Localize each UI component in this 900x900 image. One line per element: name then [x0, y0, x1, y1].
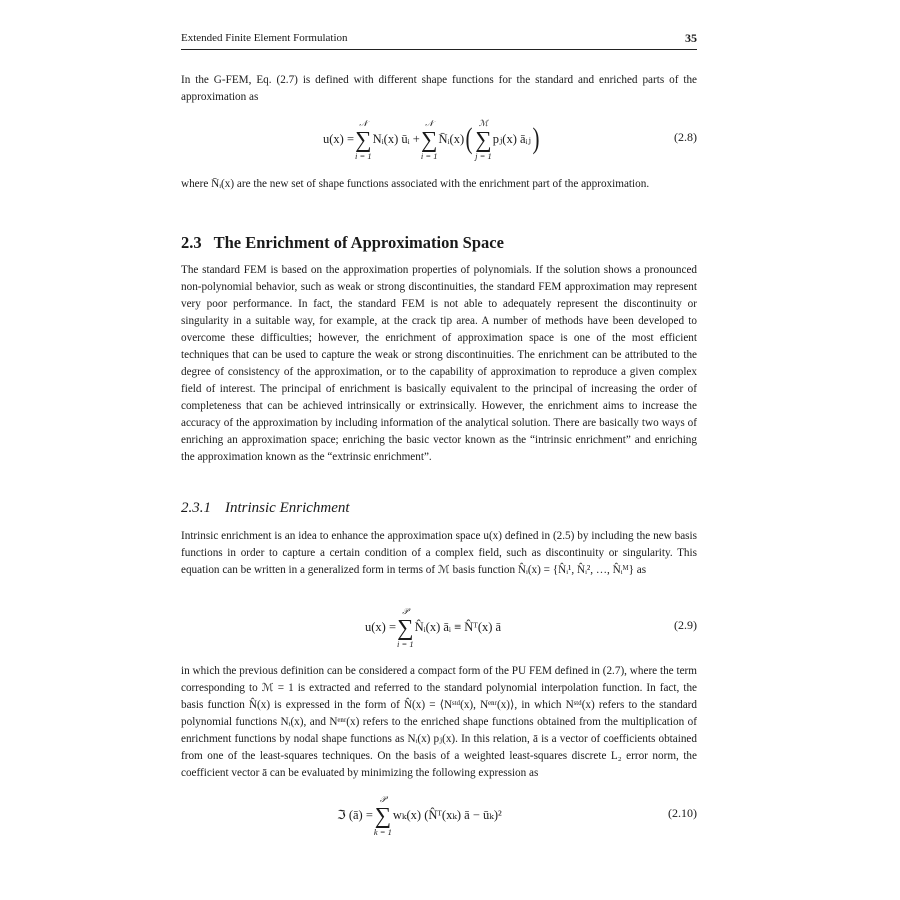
eq-2-10-sum-upper: 𝒫: [379, 793, 386, 804]
equation-2-9: [181, 602, 697, 652]
running-title: Extended Finite Element Formulation: [181, 32, 348, 44]
subsection-paragraph-2: in which the previous definition can be considered a compact form of the PU FEM defined in (2.7), where the term corresponding to ℳ = 1 is extracted and referred to the standard polynomial interpolation function. In fact, the basis function N̂(x) is expressed in the form of N̂(x) = ⟨Nˢᵗᵈ(x), Nᵉⁿʳ(x)⟩, in which Nˢᵗᵈ(x) refers to the standard polynomial functions Nᵢ(x), and Nᵉⁿʳ(x) refers to the enriched shape functions obtained from the multiplication of enrichment functions by nodal shape functions as Nᵢ(x) pⱼ(x). In this relation, ā is a vector of coefficients obtained from one of the least-squares techniques. On the basis of a weighted least-squares discrete L₂ error norm, the coefficient vector ā can be evaluated by minimizing the following expression as: [181, 665, 697, 779]
equation-2-9-body: [365, 602, 501, 652]
equation-2-10-body: [337, 790, 502, 840]
eq-2-8-term-2: N̄ᵢ(x): [438, 131, 465, 146]
equation-number: (2.9): [674, 618, 697, 632]
subsection-number: 2.3.1: [181, 500, 211, 516]
subsection-paragraph-1: Intrinsic enrichment is an idea to enhance the approximation space u(x) defined in (2.5) by including the new basis functions in order to capture a certain condition of a complex field, such as discontinuity or singularity. This equation can be written in a generalized form in terms of ℳ basis function N̂ᵢ(x) = {N̂ᵢ¹, N̂ᵢ², …, N̂ᵢᴹ} as: [181, 530, 697, 576]
eq-2-9-rhs: N̂ᵢ(x) āᵢ ≡ N̂ᵀ(x) ā: [414, 619, 502, 634]
summation-symbol: ∑: [420, 126, 438, 152]
running-head: [181, 31, 697, 50]
page-number: 35: [685, 31, 697, 45]
eq-2-8-sum-1-upper: 𝒩: [359, 117, 368, 128]
equation-2-10: [181, 790, 697, 840]
section-heading: [181, 233, 697, 253]
eq-2-10-sum-lower: k = 1: [373, 826, 392, 837]
eq-2-8-sum-2-upper: 𝒩: [425, 117, 434, 128]
after-equation-paragraph: where N̄ᵢ(x) are the new set of shape functions associated with the enrichment part of the approximation.: [181, 178, 650, 190]
section-number: 2.3: [181, 233, 202, 252]
eq-2-8-sum-1: [355, 118, 372, 161]
eq-2-9-sum-lower: i = 1: [397, 638, 414, 649]
eq-2-8-sum-3: [475, 118, 492, 161]
eq-2-10-rhs: wₖ(x) (N̂ᵀ(xₖ) ā − ūₖ)²: [392, 808, 502, 822]
eq-2-8-inner: [474, 118, 531, 161]
equation-2-8-body: [323, 114, 541, 164]
summation-symbol: ∑: [397, 614, 414, 640]
left-paren: (: [465, 122, 473, 155]
eq-2-8-sum-3-lower: j = 1: [475, 150, 492, 161]
eq-2-8-sum-1-lower: i = 1: [355, 150, 372, 161]
eq-2-9-sum-upper: 𝒫: [402, 605, 409, 616]
right-paren: ): [532, 122, 540, 155]
intro-paragraph: In the G-FEM, Eq. (2.7) is defined with different shape functions for the standard and enriched parts of the approximation as: [181, 74, 697, 103]
summation-symbol: ∑: [355, 126, 372, 152]
eq-2-10-sum: [374, 794, 392, 837]
eq-2-8-sum-2-lower: i = 1: [420, 150, 438, 161]
section-title: The Enrichment of Approximation Space: [213, 233, 504, 252]
eq-2-8-sum-2: [421, 118, 438, 161]
eq-2-10-lhs: ℑ (ā) =: [337, 808, 373, 822]
equation-number: (2.10): [668, 806, 697, 820]
summation-symbol: ∑: [374, 802, 392, 828]
summation-symbol: ∑: [475, 126, 492, 152]
equation-number: (2.8): [674, 130, 697, 144]
subsection-title: Intrinsic Enrichment: [225, 500, 350, 516]
subsection-heading: [181, 500, 697, 517]
eq-2-8-inner-term: pⱼ(x) āᵢⱼ: [492, 132, 531, 146]
eq-2-8-lhs: u(x) =: [323, 131, 354, 146]
eq-2-8-sum-3-upper: ℳ: [478, 117, 488, 128]
eq-2-8-term-1: Nᵢ(x) ūᵢ +: [372, 131, 420, 146]
eq-2-9-sum: [397, 606, 414, 649]
equation-2-8: [181, 114, 697, 164]
eq-2-9-lhs: u(x) =: [365, 619, 396, 634]
section-paragraph: The standard FEM is based on the approximation properties of polynomials. If the solution shows a pronounced non-polynomial behavior, such as weak or strong discontinuities, the standard FEM approximation may represent very poor performance. In fact, the standard FEM is not able to adequately represent the discontinuity or singularity in a suitable way, for example, at the crack tip area. A number of methods have been developed to overcome these difficulties; however, the enrichment of approximation space is one of the most efficient techniques that can be used to capture the weak or strong discontinuities. The enrichment can be attributed to the degree of consistency of the approximation, or to the capability of approximation to reproduce a given complex field of interest. The principal of enrichment is basically equivalent to the principal of increasing the order of completeness that can be achieved intrinsically or extrinsically. However, the enrichment aims to increase the accuracy of the approximation by including information of the analytical solution. There are basically two ways of enriching an approximation space; enriching the basic vector known as the “intrinsic enrichment” and enriching the approximation known as the “extrinsic enrichment”.: [181, 264, 697, 463]
